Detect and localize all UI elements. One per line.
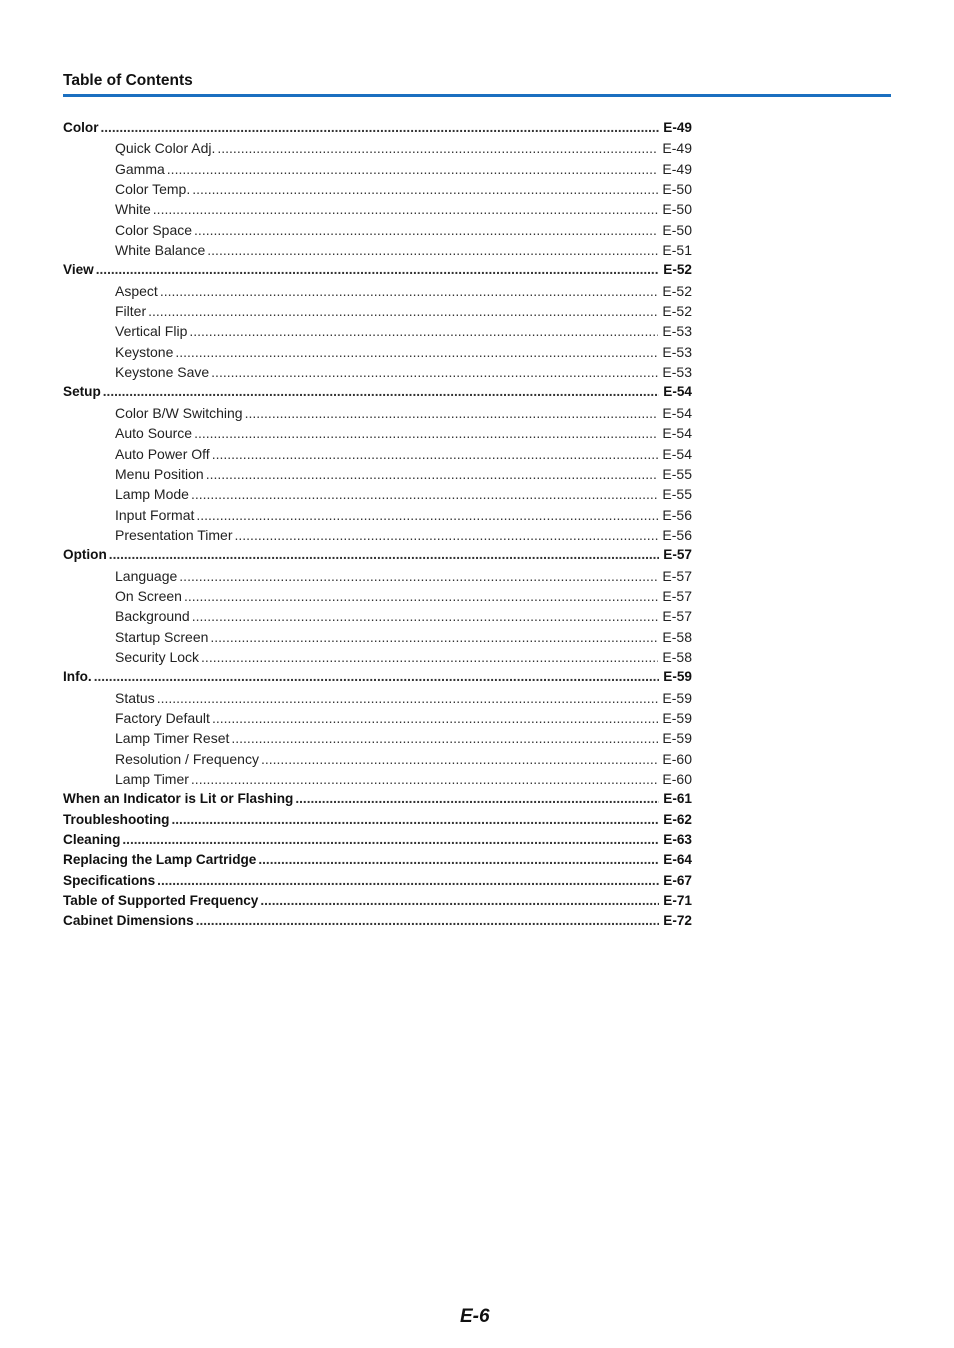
- toc-subsection-entry[interactable]: [63, 138, 692, 158]
- toc-entry-label: Lamp Timer: [115, 771, 189, 787]
- toc-entry-page: E-64: [663, 852, 692, 868]
- dot-leader: [194, 423, 658, 443]
- toc-entry-page: E-59: [662, 709, 692, 726]
- toc-entry-page: E-53: [662, 323, 692, 340]
- toc-subsection-entry[interactable]: [63, 342, 692, 362]
- toc-section-entry[interactable]: [63, 789, 692, 809]
- toc-entry-label: Troubleshooting: [63, 811, 170, 827]
- dot-leader: [101, 118, 660, 138]
- toc-entry-label: Specifications: [63, 872, 156, 888]
- toc-entry-label: Auto Source: [115, 425, 193, 442]
- toc-entry-label: Gamma: [115, 160, 165, 177]
- toc-subsection-entry[interactable]: [63, 525, 692, 545]
- toc-entry-label: Aspect: [115, 282, 158, 299]
- toc-section-entry[interactable]: [63, 871, 692, 891]
- header-divider: [63, 94, 891, 97]
- toc-subsection-entry[interactable]: [63, 362, 692, 382]
- dot-leader: [153, 199, 659, 219]
- table-of-contents: [63, 118, 692, 932]
- toc-entry-page: E-55: [662, 486, 692, 503]
- toc-subsection-entry[interactable]: [63, 586, 692, 606]
- toc-entry-page: E-50: [662, 221, 692, 238]
- toc-entry-page: E-57: [662, 587, 692, 604]
- toc-entry-label: Setup: [63, 384, 101, 400]
- toc-subsection-entry[interactable]: [63, 647, 692, 667]
- dot-leader: [157, 688, 659, 708]
- toc-entry-page: E-54: [662, 404, 692, 421]
- toc-subsection-entry[interactable]: [63, 688, 692, 708]
- dot-leader: [210, 627, 658, 647]
- dot-leader: [109, 545, 659, 565]
- dot-leader: [196, 505, 658, 525]
- toc-entry-label: Factory Default: [115, 709, 210, 726]
- toc-entry-label: Option: [63, 547, 107, 563]
- toc-entry-page: E-60: [662, 750, 692, 767]
- toc-entry-label: On Screen: [115, 587, 182, 604]
- toc-entry-page: E-59: [662, 730, 692, 747]
- toc-entry-page: E-58: [662, 628, 692, 645]
- dot-leader: [191, 484, 658, 504]
- toc-entry-page: E-54: [662, 445, 692, 462]
- toc-entry-page: E-67: [663, 872, 692, 888]
- toc-section-entry[interactable]: [63, 891, 692, 911]
- dot-leader: [148, 301, 658, 321]
- toc-subsection-entry[interactable]: [63, 749, 692, 769]
- dot-leader: [191, 769, 659, 789]
- toc-entry-page: E-51: [662, 242, 692, 259]
- toc-entry-label: Presentation Timer: [115, 526, 233, 543]
- toc-subsection-entry[interactable]: [63, 281, 692, 301]
- dot-leader: [96, 260, 660, 280]
- dot-leader: [201, 647, 658, 667]
- toc-entry-label: Lamp Mode: [115, 486, 189, 503]
- toc-entry-page: E-57: [662, 608, 692, 625]
- toc-entry-page: E-52: [662, 282, 692, 299]
- toc-subsection-entry[interactable]: [63, 240, 692, 260]
- dot-leader: [122, 830, 659, 850]
- toc-entry-page: E-56: [662, 526, 692, 543]
- dot-leader: [207, 240, 658, 260]
- toc-section-entry[interactable]: [63, 850, 692, 870]
- toc-entry-label: Color: [63, 120, 99, 135]
- toc-section-entry[interactable]: [63, 118, 692, 138]
- toc-subsection-entry[interactable]: [63, 220, 692, 240]
- toc-entry-label: Status: [115, 689, 155, 706]
- toc-subsection-entry[interactable]: [63, 423, 692, 443]
- toc-entry-label: Replacing the Lamp Cartridge: [63, 852, 257, 868]
- page-number: E-6: [460, 1306, 490, 1327]
- dot-leader: [196, 911, 660, 931]
- toc-entry-page: E-49: [662, 140, 692, 157]
- toc-entry-page: E-49: [662, 160, 692, 177]
- toc-entry-label: Startup Screen: [115, 628, 209, 645]
- toc-subsection-entry[interactable]: [63, 403, 692, 423]
- toc-entry-page: E-55: [662, 465, 692, 482]
- dot-leader: [171, 810, 659, 830]
- dot-leader: [235, 525, 659, 545]
- toc-subsection-entry[interactable]: [63, 444, 692, 464]
- toc-entry-page: E-57: [663, 547, 692, 563]
- dot-leader: [192, 179, 658, 199]
- dot-leader: [175, 342, 658, 362]
- dot-leader: [295, 789, 659, 809]
- dot-leader: [212, 444, 659, 464]
- toc-entry-label: Lamp Timer Reset: [115, 730, 230, 747]
- toc-entry-page: E-53: [662, 343, 692, 360]
- toc-entry-page: E-52: [662, 303, 692, 320]
- toc-entry-label: Security Lock: [115, 648, 200, 665]
- toc-entry-label: Cabinet Dimensions: [63, 913, 194, 929]
- toc-entry-page: E-52: [663, 262, 692, 278]
- dot-leader: [189, 321, 658, 341]
- dot-leader: [192, 606, 659, 626]
- toc-subsection-entry[interactable]: [63, 199, 692, 219]
- dot-leader: [231, 728, 658, 748]
- toc-entry-page: E-54: [663, 384, 692, 400]
- dot-leader: [194, 220, 658, 240]
- toc-entry-label: When an Indicator is Lit or Flashing: [63, 791, 294, 807]
- toc-section-entry[interactable]: [63, 382, 692, 402]
- dot-leader: [206, 464, 659, 484]
- toc-entry-label: Keystone: [115, 343, 174, 360]
- dot-leader: [157, 871, 659, 891]
- toc-entry-page: E-60: [662, 771, 692, 787]
- toc-entry-label: Quick Color Adj.: [115, 140, 216, 157]
- toc-subsection-entry[interactable]: [63, 566, 692, 586]
- toc-entry-label: Keystone Save: [115, 364, 210, 381]
- toc-entry-label: Background: [115, 608, 190, 625]
- dot-leader: [260, 891, 659, 911]
- toc-entry-label: Info.: [63, 669, 92, 685]
- dot-leader: [103, 382, 660, 402]
- toc-entry-label: Vertical Flip: [115, 323, 188, 340]
- toc-subsection-entry[interactable]: [63, 159, 692, 179]
- toc-entry-label: Table of Supported Frequency: [63, 893, 259, 909]
- toc-entry-label: White Balance: [115, 242, 206, 259]
- toc-subsection-entry[interactable]: [63, 484, 692, 504]
- toc-subsection-entry[interactable]: [63, 321, 692, 341]
- toc-entry-page: E-59: [662, 689, 692, 706]
- dot-leader: [160, 281, 659, 301]
- dot-leader: [179, 566, 658, 586]
- toc-entry-page: E-49: [663, 120, 692, 135]
- toc-subsection-entry[interactable]: [63, 179, 692, 199]
- dot-leader: [184, 586, 658, 606]
- toc-entry-label: Resolution / Frequency: [115, 750, 259, 767]
- toc-entry-page: E-57: [662, 567, 692, 584]
- toc-entry-page: E-62: [663, 811, 692, 827]
- toc-section-entry[interactable]: [63, 830, 692, 850]
- dot-leader: [217, 138, 658, 158]
- toc-subsection-entry[interactable]: [63, 769, 692, 789]
- dot-leader: [245, 403, 659, 423]
- toc-entry-page: E-58: [662, 648, 692, 665]
- toc-subsection-entry[interactable]: [63, 606, 692, 626]
- toc-entry-label: Color Temp.: [115, 181, 191, 198]
- toc-entry-label: View: [63, 262, 94, 278]
- toc-subsection-entry[interactable]: [63, 464, 692, 484]
- toc-subsection-entry[interactable]: [63, 505, 692, 525]
- toc-entry-page: E-71: [663, 893, 692, 909]
- toc-entry-page: E-54: [662, 425, 692, 442]
- toc-section-entry[interactable]: [63, 911, 692, 931]
- toc-entry-label: Color Space: [115, 221, 193, 238]
- dot-leader: [167, 159, 659, 179]
- toc-entry-page: E-61: [663, 791, 692, 807]
- toc-entry-label: Auto Power Off: [115, 445, 210, 462]
- toc-entry-label: Color B/W Switching: [115, 404, 243, 421]
- toc-entry-page: E-56: [662, 506, 692, 523]
- toc-subsection-entry[interactable]: [63, 301, 692, 321]
- toc-entry-page: E-53: [662, 364, 692, 381]
- toc-entry-label: White: [115, 201, 151, 218]
- toc-section-entry[interactable]: [63, 810, 692, 830]
- toc-entry-label: Cleaning: [63, 832, 121, 848]
- toc-section-entry[interactable]: [63, 260, 692, 280]
- dot-leader: [261, 749, 658, 769]
- toc-entry-label: Language: [115, 567, 178, 584]
- toc-section-entry[interactable]: [63, 667, 692, 687]
- toc-entry-page: E-72: [663, 913, 692, 929]
- toc-entry-label: Menu Position: [115, 465, 204, 482]
- toc-entry-label: Filter: [115, 303, 147, 320]
- dot-leader: [94, 667, 660, 687]
- toc-entry-page: E-50: [662, 181, 692, 198]
- toc-section-entry[interactable]: [63, 545, 692, 565]
- toc-subsection-entry[interactable]: [63, 728, 692, 748]
- toc-entry-page: E-59: [663, 669, 692, 685]
- page-title: Table of Contents: [63, 72, 193, 89]
- dot-leader: [258, 850, 659, 870]
- toc-subsection-entry[interactable]: [63, 627, 692, 647]
- toc-entry-page: E-50: [662, 201, 692, 218]
- dot-leader: [212, 708, 658, 728]
- toc-entry-page: E-63: [663, 832, 692, 848]
- toc-subsection-entry[interactable]: [63, 708, 692, 728]
- toc-entry-label: Input Format: [115, 506, 195, 523]
- dot-leader: [211, 362, 658, 382]
